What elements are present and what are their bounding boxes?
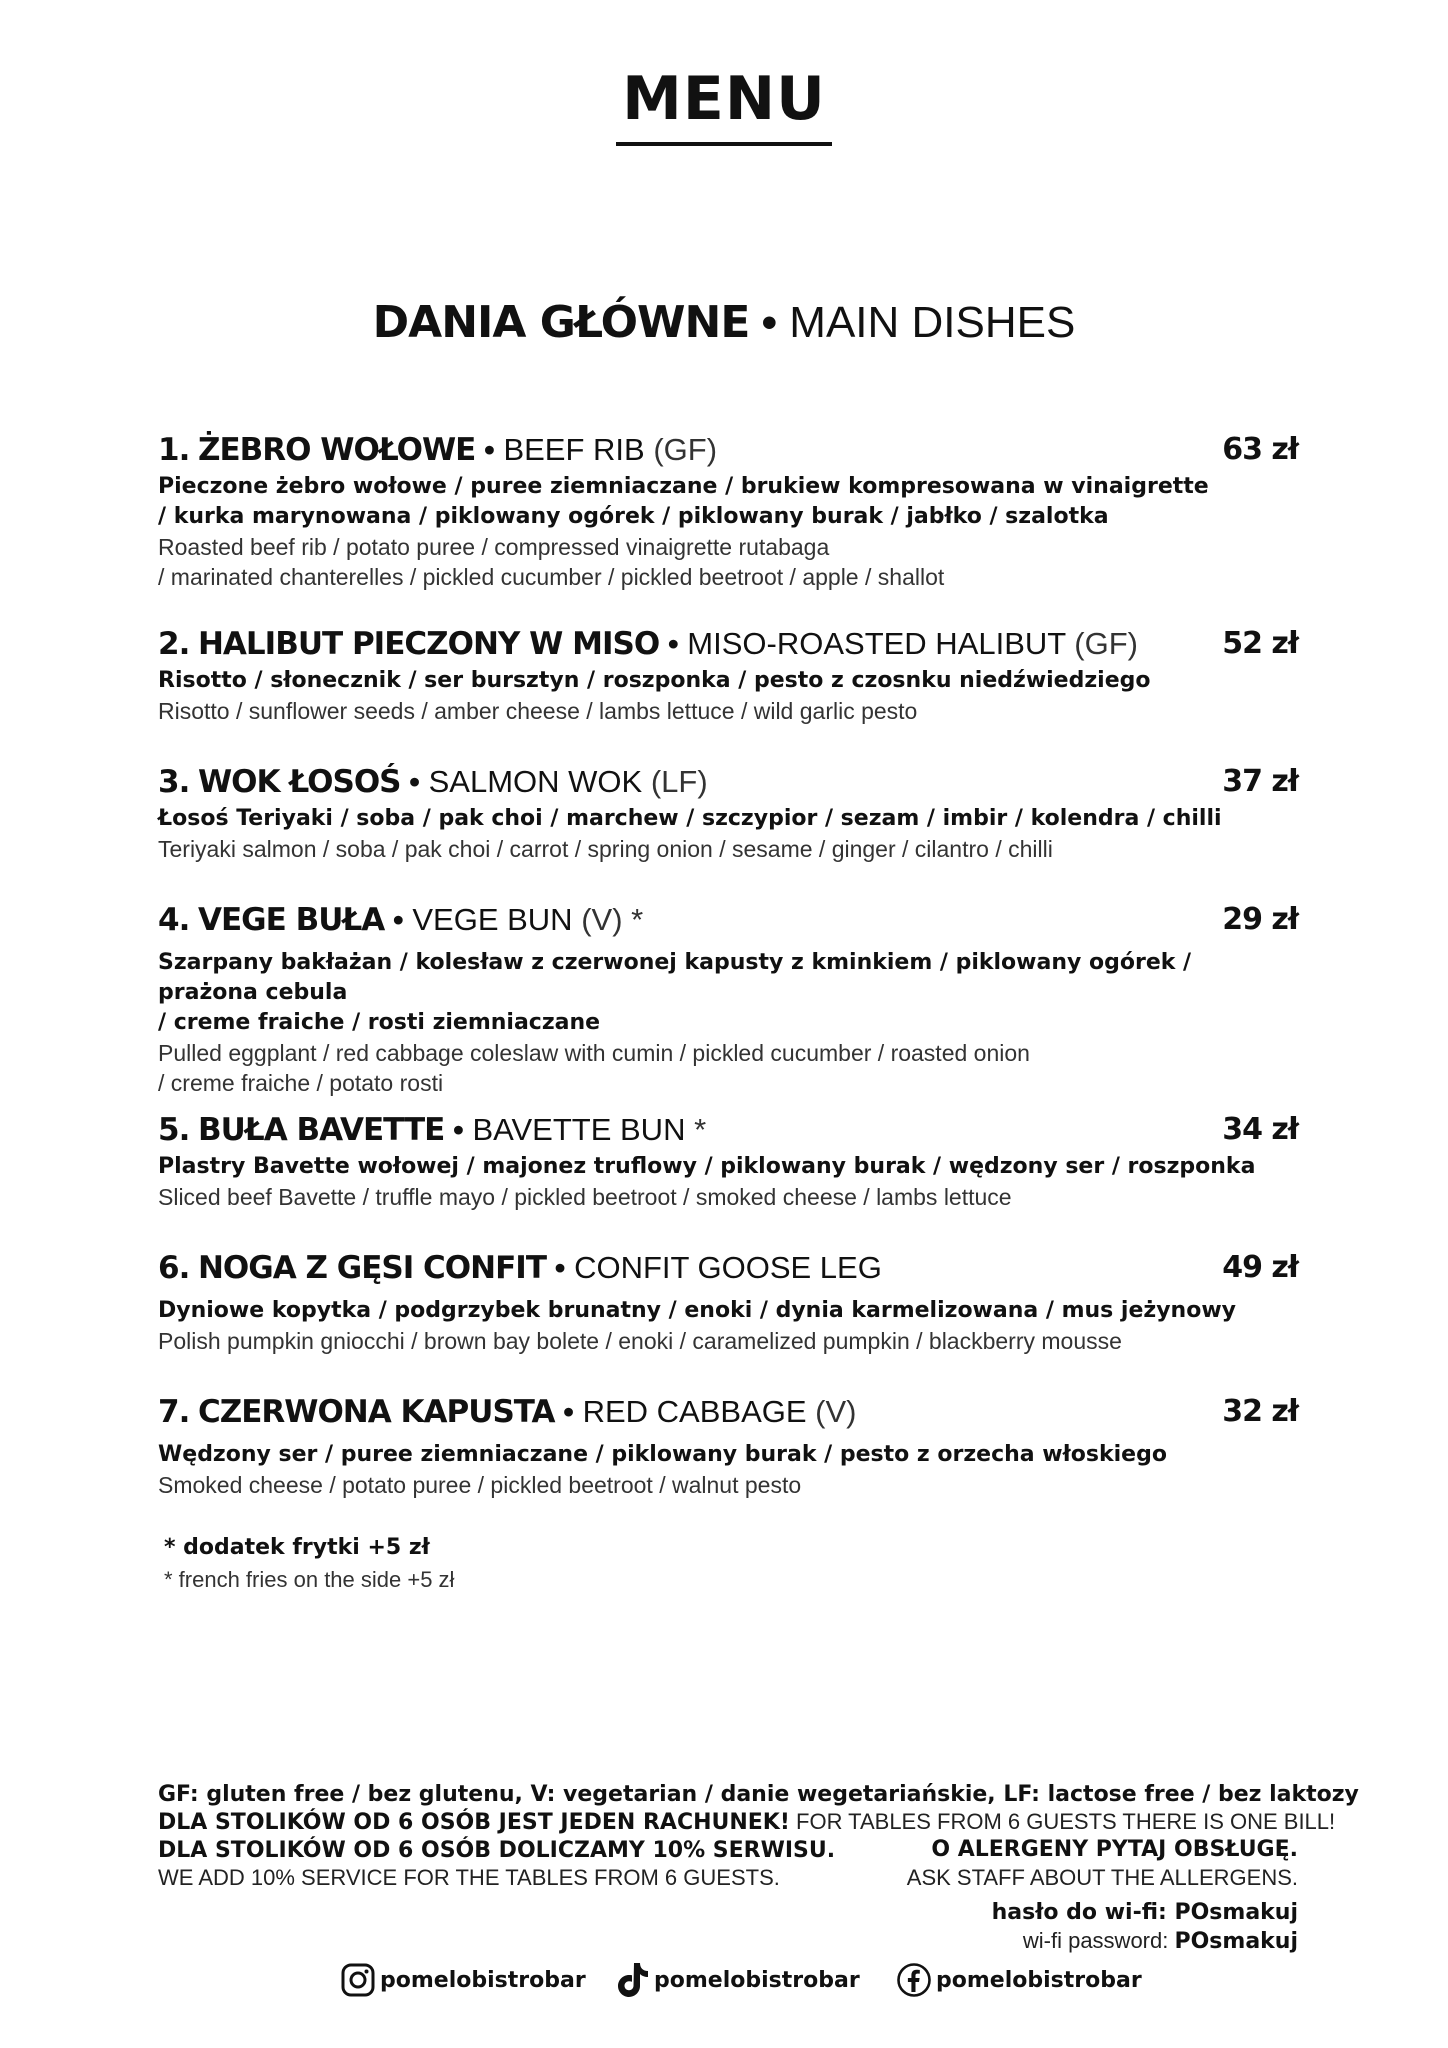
dish-tag: (GF) <box>1074 626 1138 661</box>
dish-price: 32 zł <box>1222 1394 1298 1429</box>
social-instagram[interactable] <box>340 1960 586 2000</box>
dish-item <box>158 760 1298 864</box>
menu-title-wrap <box>0 64 1448 146</box>
dish-name-en: SALMON WOK <box>428 764 643 799</box>
section-heading <box>0 296 1448 350</box>
dish-name-en: BEEF RIB <box>503 432 645 467</box>
service-notice-pl: DLA STOLIKÓW OD 6 OSÓB DOLICZAMY 10% SERWISU. <box>158 1838 836 1863</box>
desc-line: Dyniowe kopytka / podgrzybek brunatny / enoki / dynia karmelizowana / mus jeżynowy <box>158 1298 1236 1323</box>
dish-price: 29 zł <box>1222 902 1298 937</box>
dish-name-pl: ŻEBRO WOŁOWE <box>197 432 476 468</box>
desc-line: Risotto / słonecznik / ser bursztyn / roszponka / pesto z czosnku niedźwiedziego <box>158 668 1151 693</box>
footer-info <box>158 1780 1359 1892</box>
dish-tag: (GF) <box>653 432 718 467</box>
desc-line: / creme fraiche / rosti ziemniaczane <box>158 1010 601 1035</box>
desc-line: Teriyaki salmon / soba / pak choi / carrot / spring onion / sesame / ginger / cilantro / chilli <box>158 836 1053 862</box>
dish-desc-pl <box>158 1440 1298 1470</box>
dish-desc-en <box>158 696 1298 726</box>
tiktok-icon <box>616 1961 650 1999</box>
desc-line: Polish pumpkin gniocchi / brown bay bolete / enoki / caramelized pumpkin / blackberry mousse <box>158 1328 1122 1354</box>
dish-name-pl: WOK ŁOSOŚ <box>197 764 401 800</box>
desc-line: Wędzony ser / puree ziemniaczane / piklowany burak / pesto z orzecha włoskiego <box>158 1442 1167 1467</box>
dish-desc-en <box>158 1038 1298 1098</box>
wifi-password-pl: POsmakuj <box>1174 1900 1298 1925</box>
dish-header: 7. CZERWONA KAPUSTA • RED CABBAGE (V) 32 zł <box>158 1390 1298 1434</box>
dish-item <box>158 1246 1298 1356</box>
dish-item <box>158 622 1298 726</box>
desc-line: Pieczone żebro wołowe / puree ziemniaczane / brukiew kompresowana w vinaigrette <box>158 474 1209 499</box>
dish-number: 2. <box>158 626 190 662</box>
desc-line: / creme fraiche / potato rosti <box>158 1070 444 1096</box>
dish-tag: (V) <box>815 1394 857 1429</box>
facebook-handle: pomelobistrobar <box>936 1967 1142 1993</box>
dish-desc-pl <box>158 804 1298 834</box>
instagram-icon <box>340 1962 376 1998</box>
dish-tag: * <box>694 1112 707 1147</box>
wifi-label-en: wi-fi password: <box>1022 1928 1175 1953</box>
dish-header: 2. HALIBUT PIECZONY W MISO • MISO-ROASTED HALIBUT (GF) 52 zł <box>158 622 1298 666</box>
dish-number: 1. <box>158 432 190 468</box>
dish-name-pl: NOGA Z GĘSI CONFIT <box>197 1250 546 1286</box>
dish-tag: (V) * <box>581 902 644 937</box>
dish-desc-en <box>158 1470 1298 1500</box>
bill-notice-en: FOR TABLES FROM 6 GUESTS THERE IS ONE BILL! <box>796 1809 1336 1834</box>
desc-line: Łosoś Teriyaki / soba / pak choi / marchew / szczypior / sezam / imbir / kolendra / chilli <box>158 806 1222 831</box>
dish-desc-en <box>158 834 1298 864</box>
dish-name-en: MISO-ROASTED HALIBUT <box>687 626 1066 661</box>
dish-number: 6. <box>158 1250 190 1286</box>
dish-item <box>158 428 1298 592</box>
wifi-info <box>992 1898 1298 1956</box>
dish-desc-pl <box>158 1296 1298 1326</box>
dish-number: 4. <box>158 902 190 938</box>
dish-tag: (LF) <box>650 764 708 799</box>
dish-name-en: VEGE BUN <box>412 902 573 937</box>
dish-name-pl: BUŁA BAVETTE <box>197 1112 445 1148</box>
dish-header: 6. NOGA Z GĘSI CONFIT • CONFIT GOOSE LEG 49 zł <box>158 1246 1298 1290</box>
social-facebook[interactable] <box>896 1960 1142 2000</box>
desc-line: / marinated chanterelles / pickled cucumber / pickled beetroot / apple / shallot <box>158 564 945 590</box>
desc-line: Pulled eggplant / red cabbage coleslaw with cumin / pickled cucumber / roasted onion <box>158 1040 1030 1066</box>
desc-line: Roasted beef rib / potato puree / compressed vinaigrette rutabaga <box>158 534 830 560</box>
dish-desc-en <box>158 1326 1298 1356</box>
dish-desc-pl <box>158 948 1298 1038</box>
dish-desc-en <box>158 1182 1298 1212</box>
dish-name-pl: HALIBUT PIECZONY W MISO <box>197 626 660 662</box>
bill-notice-pl: DLA STOLIKÓW OD 6 OSÓB JEST JEDEN RACHUNEK! <box>158 1810 790 1835</box>
dish-item <box>158 1390 1298 1500</box>
dish-item <box>158 898 1298 1098</box>
dish-desc-pl <box>158 1152 1298 1182</box>
dish-desc-pl <box>158 666 1298 696</box>
dish-number: 7. <box>158 1394 190 1430</box>
dish-desc-en <box>158 532 1298 592</box>
dish-price: 34 zł <box>1222 1112 1298 1147</box>
menu-title: MENU <box>616 64 832 146</box>
dish-price: 37 zł <box>1222 764 1298 799</box>
allergen-notice-en: ASK STAFF ABOUT THE ALLERGENS. <box>906 1865 1298 1890</box>
dish-header: 4. VEGE BUŁA • VEGE BUN (V) * 29 zł <box>158 898 1298 942</box>
dish-header: 5. BUŁA BAVETTE • BAVETTE BUN * 34 zł <box>158 1108 1298 1152</box>
dish-number: 3. <box>158 764 190 800</box>
dish-name-pl: CZERWONA KAPUSTA <box>197 1394 555 1430</box>
dietary-legend: GF: gluten free / bez glutenu, V: vegetarian / danie wegetariańskie, LF: lactose free / bez laktozy <box>158 1782 1359 1807</box>
desc-line: / kurka marynowana / piklowany ogórek / piklowany burak / jabłko / szalotka <box>158 504 1109 529</box>
dish-name-en: RED CABBAGE <box>582 1394 807 1429</box>
fries-note <box>164 1532 454 1596</box>
wifi-password-en: POsmakuj <box>1174 1929 1298 1954</box>
dish-number: 5. <box>158 1112 190 1148</box>
facebook-icon <box>896 1962 932 1998</box>
section-title-pl: DANIA GŁÓWNE <box>372 297 750 348</box>
dish-price: 52 zł <box>1222 626 1298 661</box>
desc-line: Smoked cheese / potato puree / pickled beetroot / walnut pesto <box>158 1472 802 1498</box>
social-tiktok[interactable] <box>616 1960 860 2000</box>
dish-desc-pl <box>158 472 1298 532</box>
fries-note-en: * french fries on the side +5 zł <box>164 1567 455 1592</box>
dish-name-en: BAVETTE BUN <box>472 1112 686 1147</box>
allergen-notice-pl: O ALERGENY PYTAJ OBSŁUGĘ. <box>931 1837 1298 1862</box>
service-notice-en: WE ADD 10% SERVICE FOR THE TABLES FROM 6 GUESTS. <box>158 1865 780 1890</box>
section-bullet: • <box>761 298 778 347</box>
desc-line: Risotto / sunflower seeds / amber cheese / lambs lettuce / wild garlic pesto <box>158 698 918 724</box>
tiktok-handle: pomelobistrobar <box>654 1967 860 1993</box>
dish-price: 63 zł <box>1222 432 1298 467</box>
dish-header: 3. WOK ŁOSOŚ • SALMON WOK (LF) 37 zł <box>158 760 1298 804</box>
desc-line: Szarpany bakłażan / kolesław z czerwonej kapusty z kminkiem / piklowany ogórek / prażona cebula <box>158 950 1192 1005</box>
dish-price: 49 zł <box>1222 1250 1298 1285</box>
dish-item <box>158 1108 1298 1212</box>
desc-line: Sliced beef Bavette / truffle mayo / pickled beetroot / smoked cheese / lambs lettuce <box>158 1184 1012 1210</box>
dish-name-pl: VEGE BUŁA <box>197 902 385 938</box>
fries-note-pl: * dodatek frytki +5 zł <box>164 1535 430 1560</box>
wifi-label-pl: hasło do wi-fi: <box>991 1900 1175 1925</box>
dish-name-en: CONFIT GOOSE LEG <box>574 1250 882 1285</box>
desc-line: Plastry Bavette wołowej / majonez truflowy / piklowany burak / wędzony ser / roszponka <box>158 1154 1256 1179</box>
dish-header: 1. ŻEBRO WOŁOWE • BEEF RIB (GF) 63 zł <box>158 428 1298 472</box>
instagram-handle: pomelobistrobar <box>380 1967 586 1993</box>
section-title-en: MAIN DISHES <box>789 298 1076 347</box>
